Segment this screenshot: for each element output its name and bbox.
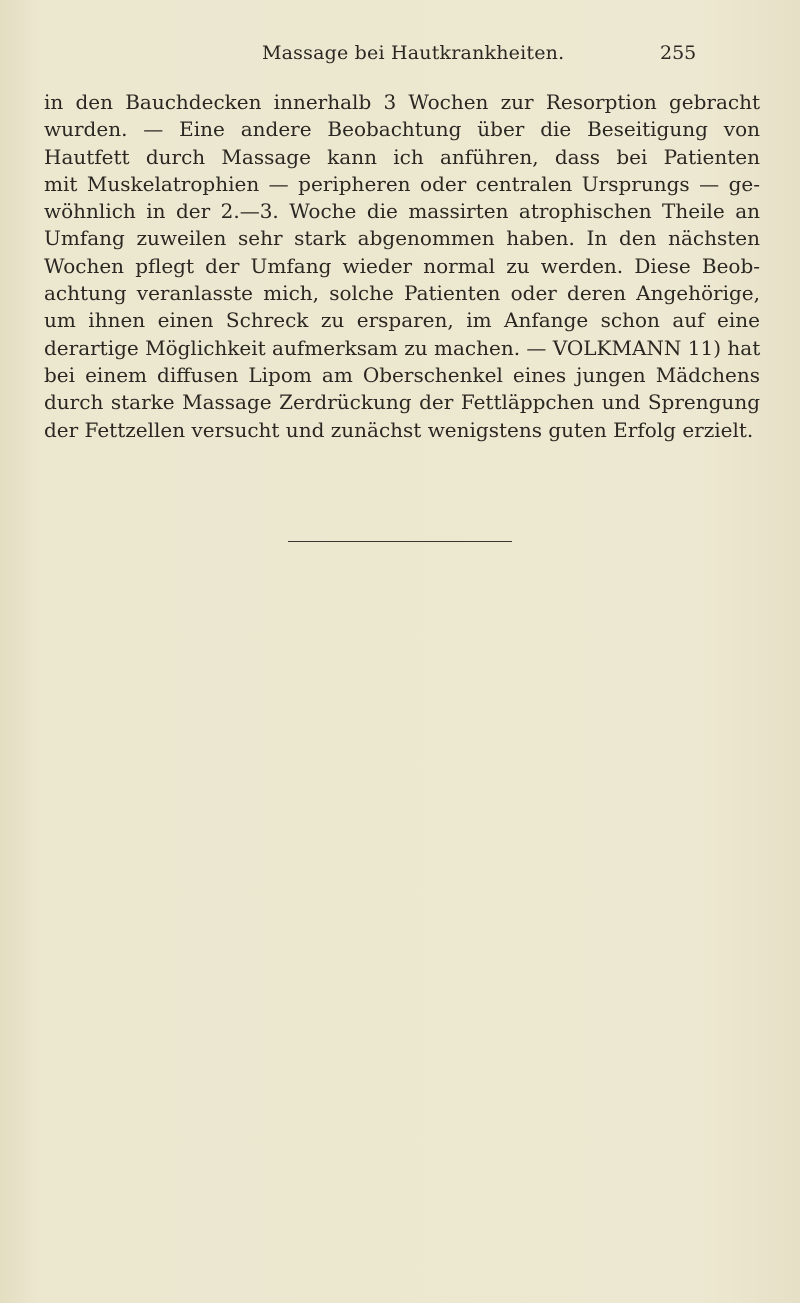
text-line: um ihnen einen Schreck zu ersparen, im Anfange schon auf eine: [44, 308, 760, 333]
text-line: der Fettzellen versucht und zunächst wenigstens guten Erfolg erzielt.: [44, 417, 754, 442]
text-line: Wochen pflegt der Umfang wieder normal zu werden. Diese Beob-: [44, 253, 760, 278]
text-line: mit Muskelatrophien — peripheren oder centralen Ursprungs — ge-: [44, 171, 760, 196]
running-head: [0, 42, 800, 72]
text-line: wöhnlich in der 2.—3. Woche die massirten atrophischen Theile an: [44, 199, 760, 224]
text-line: achtung veranlasste mich, solche Patienten oder deren Angehörige,: [44, 281, 760, 306]
text-line: in den Bauchdecken innerhalb 3 Wochen zur Resorption gebracht: [44, 90, 760, 114]
running-title: Massage bei Hautkrankheiten.: [262, 42, 565, 64]
body-paragraph: [44, 89, 760, 444]
text-line: derartige Möglichkeit aufmerksam zu machen. — VOLKMANN 11) hat: [44, 335, 761, 360]
text-line: bei einem diffusen Lipom am Oberschenkel eines jungen Mädchens: [44, 362, 760, 387]
section-divider: [288, 541, 512, 542]
text-line: durch starke Massage Zerdrückung der Fettläppchen und Sprengung: [44, 390, 760, 415]
page-number: 255: [660, 42, 697, 64]
text-line: Hautfett durch Massage kann ich anführen, dass bei Patienten: [44, 144, 760, 169]
text-line: wurden. — Eine andere Beobachtung über die Beseitigung von: [44, 117, 760, 142]
text-line: Umfang zuweilen sehr stark abgenommen haben. In den nächsten: [44, 226, 760, 251]
